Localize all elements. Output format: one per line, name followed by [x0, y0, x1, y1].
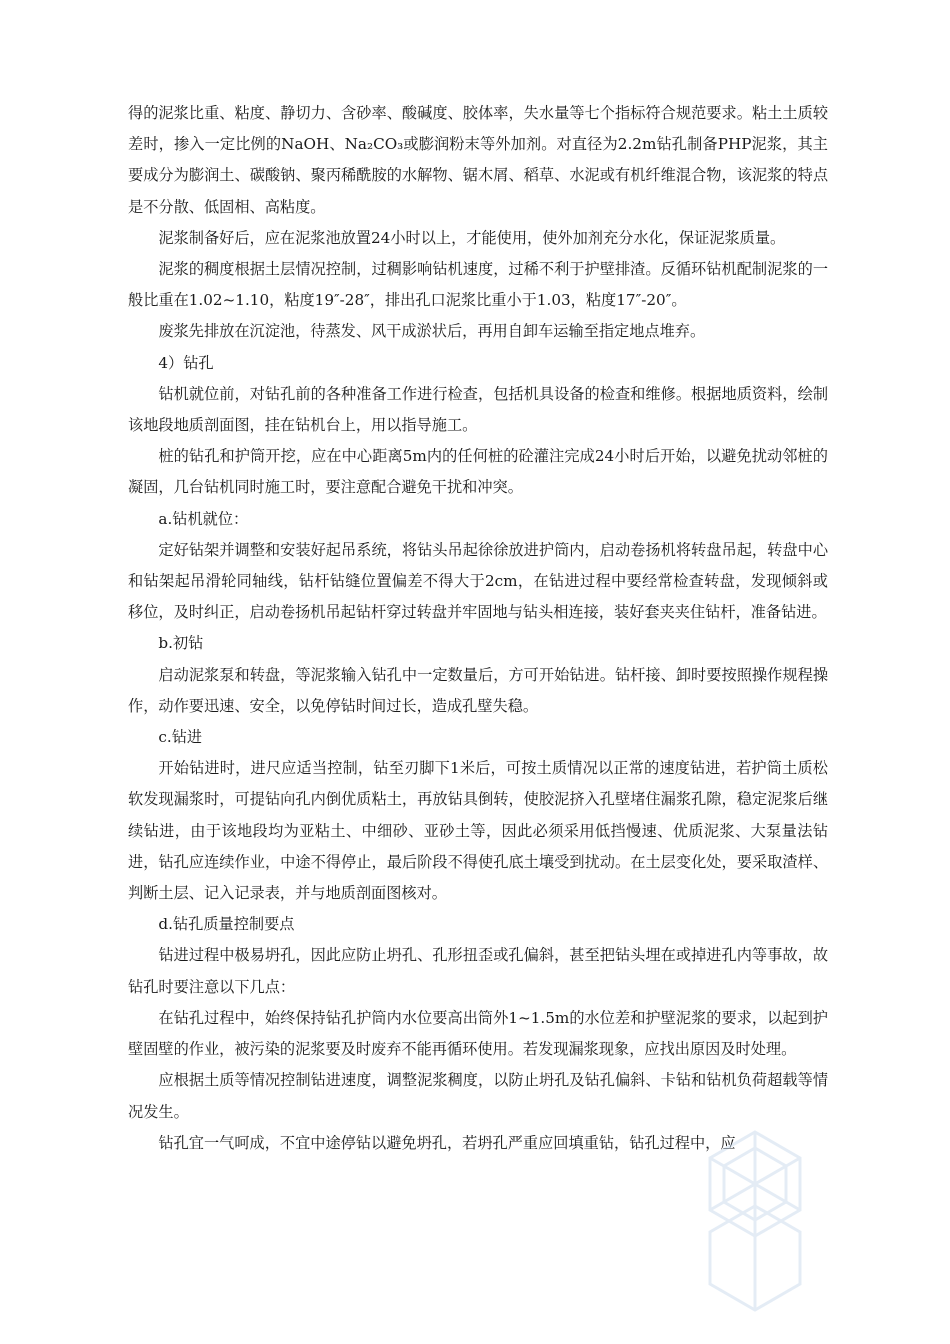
- logo-watermark-icon: [700, 1128, 810, 1313]
- section-heading: 4）钻孔: [158, 353, 214, 372]
- paragraph: 桩的钻孔和护筒开挖，应在中心距离5m内的任何桩的砼灌注完成24小时后开始，以避免扰动邻桩的凝固，几台钻机同时施工时，要注意配合避免干扰和冲突。: [128, 447, 828, 497]
- paragraph: 开始钻进时，进尺应适当控制，钻至刃脚下1米后，可按土质情况以正常的速度钻进，若护筒土质松软发现漏浆时，可提钻向孔内倒优质粘土，再放钻具倒转，使胶泥挤入孔壁堵住漏浆孔隙，稳定泥浆后继续钻进，由于该地段均为亚粘土、中细砂、亚砂土等，因此必须采用低挡慢速、优质泥浆、大泵量法钻进，钻孔应连续作业，中途不得停止，最后阶段不得使孔底土壤受到扰动。在土层变化处，要采取渣样、判断土层、记入记录表，并与地质剖面图核对。: [128, 759, 828, 903]
- sub-heading: c.钻进: [158, 728, 203, 747]
- paragraph: 启动泥浆泵和转盘，等泥浆输入钻孔中一定数量后，方可开始钻进。钻杆接、卸时要按照操作规程操作，动作要迅速、安全，以免停钻时间过长，造成孔壁失稳。: [128, 665, 828, 715]
- sub-heading: d.钻孔质量控制要点: [158, 915, 295, 934]
- paragraph: 泥浆的稠度根据土层情况控制，过稠影响钻机速度，过稀不利于护壁排渣。反循环钻机配制泥浆的一般比重在1.02~1.10，粘度19″-28″，排出孔口泥浆比重小于1.03，粘度17″-20″。: [128, 260, 828, 310]
- sub-heading: b.初钻: [158, 634, 204, 653]
- sub-heading: a.钻机就位：: [158, 509, 249, 528]
- paragraph: 钻孔宜一气呵成，不宜中途停钻以避免坍孔，若坍孔严重应回填重钻，钻孔过程中，应: [158, 1133, 736, 1152]
- paragraph: 应根据土质等情况控制钻进速度，调整泥浆稠度，以防止坍孔及钻孔偏斜、卡钻和钻机负荷超载等情况发生。: [128, 1071, 828, 1121]
- paragraph: 定好钻架并调整和安装好起吊系统，将钻头吊起徐徐放进护筒内，启动卷扬机将转盘吊起，转盘中心和钻架起吊滑轮同轴线，钻杆钻缝位置偏差不得大于2cm，在钻进过程中要经常检查转盘，发现倾斜或移位，及时纠正，启动卷扬机吊起钻杆穿过转盘并牢固地与钻头相连接，装好套夹夹住钻杆，准备钻进。: [128, 540, 828, 622]
- paragraph: 钻机就位前，对钻孔前的各种准备工作进行检查，包括机具设备的检查和维修。根据地质资料，绘制该地段地质剖面图，挂在钻机台上，用以指导施工。: [128, 384, 828, 435]
- paragraph: 得的泥浆比重、粘度、静切力、含砂率、酸碱度、胶体率，失水量等七个指标符合规范要求。粘土土质较差时，掺入一定比例的NaOH、Na₂CO₃或膨润粉末等外加剂。对直径为2.2m钻孔制备PHP泥浆，其主要成分为膨润土、碳酸钠、聚丙稀酰胺的水解物、锯木屑、稻草、水泥或有机纤维混合物，该泥浆的特点是不分散、低固相、高粘度。: [128, 104, 828, 216]
- paragraph: 废浆先排放在沉淀池，待蒸发、风干成淤状后，再用自卸车运输至指定地点堆弃。: [158, 322, 706, 341]
- document-body: [128, 98, 828, 1159]
- paragraph: 钻进过程中极易坍孔，因此应防止坍孔、孔形扭歪或孔偏斜，甚至把钻头埋在或掉进孔内等事故，故钻孔时要注意以下几点：: [128, 946, 828, 996]
- paragraph: 泥浆制备好后，应在泥浆池放置24小时以上，才能使用，使外加剂充分水化，保证泥浆质量。: [158, 228, 786, 247]
- paragraph: 在钻孔过程中，始终保持钻孔护筒内水位要高出筒外1~1.5m的水位差和护壁泥浆的要求，以起到护壁固壁的作业，被污染的泥浆要及时废弃不能再循环使用。若发现漏浆现象，应找出原因及时处理。: [128, 1008, 828, 1059]
